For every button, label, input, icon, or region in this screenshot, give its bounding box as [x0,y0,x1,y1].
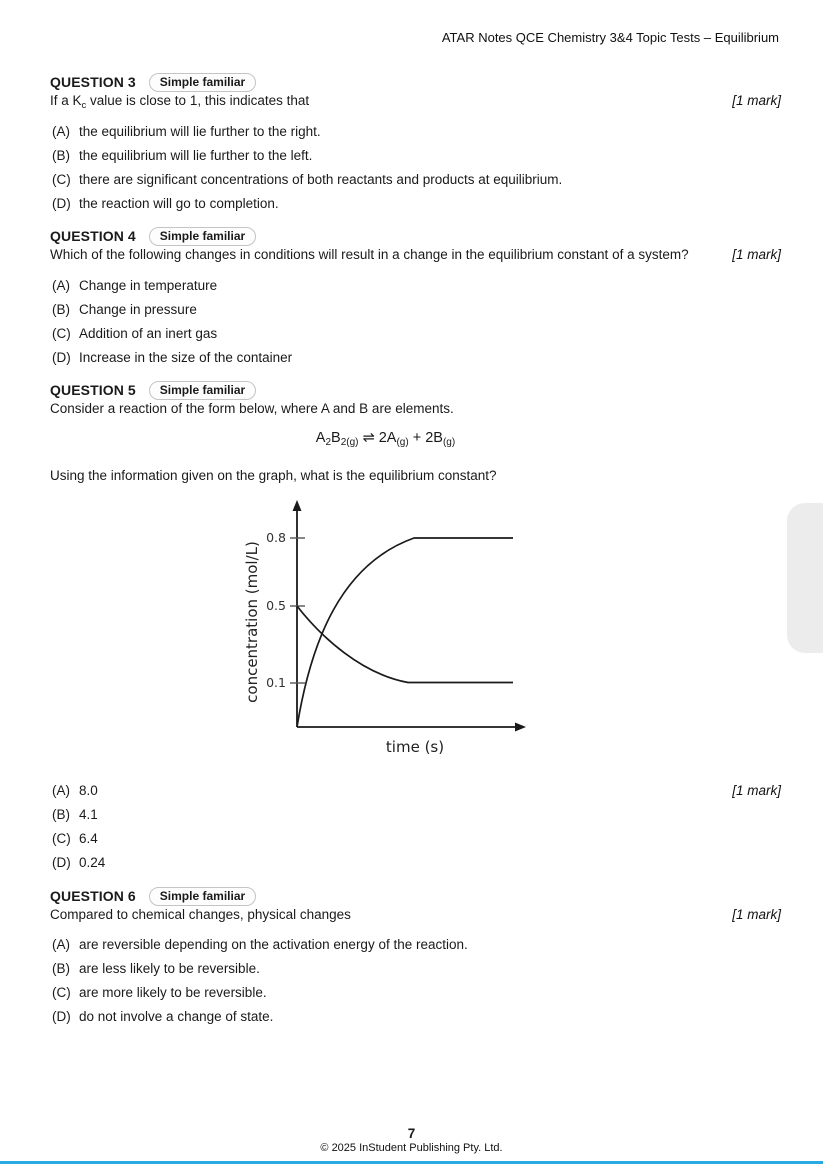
option-c: (C) Addition of an inert gas [52,326,218,341]
product-concentration-curve [297,538,513,727]
intro-text: Consider a reaction of the form below, where A and B are elements. [50,401,454,416]
question-number: QUESTION 5 [50,382,136,398]
prompt-text: Compared to chemical changes, physical changes [50,907,351,922]
option-a: (A) the equilibrium will lie further to the right. [52,124,321,139]
question-3-heading [50,72,781,92]
question-text: Using the information given on the graph, what is the equilibrium constant? [50,468,497,483]
page-header [50,30,779,45]
option-c: (C) 6.4 [52,831,98,846]
question-prompt [50,92,781,109]
option-a: (A) Change in temperature [52,278,218,293]
y-axis-arrow [293,500,302,511]
options-list [50,123,781,212]
copyright-notice: © 2025 InStudent Publishing Pty. Ltd. [320,1142,503,1154]
question-number: QUESTION 3 [50,74,136,90]
option-b: (B) 4.1 [52,807,98,822]
question-6 [50,886,781,1025]
ytick-label-0.5: 0.5 [266,598,286,613]
options-list [50,936,781,1025]
prompt-text: Which of the following changes in conditions will result in a change in the equilibrium constant of a system? [50,247,689,262]
option-c: (C) are more likely to be reversible. [52,985,267,1000]
page-number: 7 [407,1126,416,1141]
section-tab-equilibrium-paper-1 [787,503,823,653]
option-a: (A) 8.0 [1 mark] [52,783,781,798]
chemical-equation: $A_2B_{2(g)}$ ⇌ $2A_{(g)} + 2B_{(g)}$ [315,430,456,448]
question-6-heading [50,886,781,906]
marks-label: [1 mark] [732,783,781,798]
page-footer [0,1126,823,1155]
option-b: (B) are less likely to be reversible. [52,961,260,976]
question-5-heading [50,380,781,400]
option-d: (D) the reaction will go to completion. [52,196,279,211]
question-prompt [50,906,781,923]
difficulty-badge: Simple familiar [149,227,256,246]
option-c: (C) there are significant concentrations of both reactants and products at equilibrium. [52,172,563,187]
difficulty-badge: Simple familiar [149,887,256,906]
option-b: (B) Change in pressure [52,302,197,317]
marks-label: [1 mark] [732,907,781,922]
question-prompt [50,246,781,263]
question-4 [50,226,781,366]
question-4-heading [50,226,781,246]
question-3 [50,72,781,212]
x-axis-label: time (s) [385,738,445,756]
option-b: (B) the equilibrium will lie further to the left. [52,148,313,163]
header-title: ATAR Notes QCE Chemistry 3&4 Topic Tests – Equilibrium [441,30,779,45]
question-number: QUESTION 4 [50,228,136,244]
section-tab-label [794,521,823,635]
option-d: (D) 0.24 [52,855,106,870]
options-list [50,277,781,366]
difficulty-badge: Simple familiar [149,73,256,92]
option-a: (A) are reversible depending on the activation energy of the reaction. [52,937,468,952]
ytick-label-0.8: 0.8 [266,530,286,545]
option-d: (D) Increase in the size of the container [52,350,293,365]
option-d: (D) do not involve a change of state. [52,1009,274,1024]
marks-label: [1 mark] [732,247,781,262]
x-axis-arrow [515,723,526,732]
difficulty-badge: Simple familiar [149,381,256,400]
prompt-text: If a $K_c$ value is close to 1, this indicates that [50,93,310,111]
question-5 [50,380,781,871]
concentration-time-graph [228,496,540,758]
question-number: QUESTION 6 [50,888,136,904]
ytick-label-0.1: 0.1 [266,675,286,690]
options-list [50,782,781,871]
y-axis-label: concentration (mol/L) [243,541,261,703]
question-intro [50,400,781,417]
marks-label: [1 mark] [732,93,781,108]
